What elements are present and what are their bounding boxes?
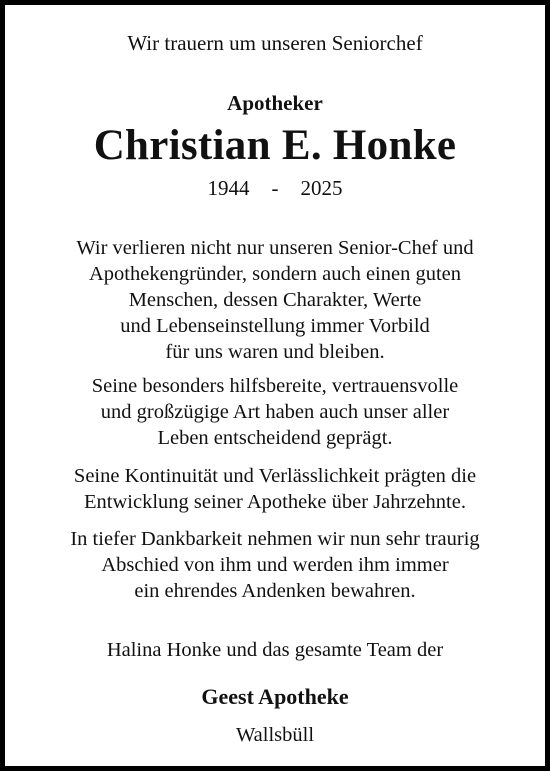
paragraph-4	[5, 526, 545, 604]
text-line: Abschied von ihm und werden ihm immer	[101, 554, 449, 576]
paragraph-1	[5, 235, 545, 365]
place-name: Wallsbüll	[235, 724, 315, 746]
date-separator: -	[271, 176, 279, 200]
text-line: Seine besonders hilfsbereite, vertrauensvolle	[91, 375, 459, 397]
paragraph-3	[5, 463, 545, 515]
life-dates	[5, 175, 545, 201]
text-line: Seine Kontinuität und Verlässlichkeit prägten die	[73, 465, 477, 487]
text-line: In tiefer Dankbarkeit nehmen wir nun sehr traurig	[70, 528, 480, 550]
text-line: Leben entscheidend geprägt.	[157, 427, 393, 449]
paragraph-2	[5, 373, 545, 451]
text-line: Menschen, dessen Charakter, Werte	[128, 289, 422, 311]
title-line: Apotheker	[227, 91, 323, 115]
birth-year: 1944	[207, 176, 250, 200]
text-line: und Lebenseinstellung immer Vorbild	[120, 315, 430, 337]
text-line: für uns waren und bleiben.	[165, 341, 385, 363]
text-line: Entwicklung seiner Apotheke über Jahrzehnte.	[84, 491, 466, 513]
text-line: Apothekengründer, sondern auch einen guten	[88, 263, 462, 285]
deceased-name: Christian E. Honke	[93, 122, 457, 169]
death-year: 2025	[300, 176, 343, 200]
text-line: Wir verlieren nicht nur unseren Senior-Chef und	[76, 237, 474, 259]
text-line: und großzügige Art haben auch unser aller	[100, 401, 450, 423]
text-line: ein ehrendes Andenken bewahren.	[134, 580, 416, 602]
signature-line: Halina Honke und das gesamte Team der	[106, 639, 444, 661]
intro-line: Wir trauern um unseren Seniorchef	[127, 31, 423, 55]
company-name: Geest Apotheke	[201, 684, 349, 709]
